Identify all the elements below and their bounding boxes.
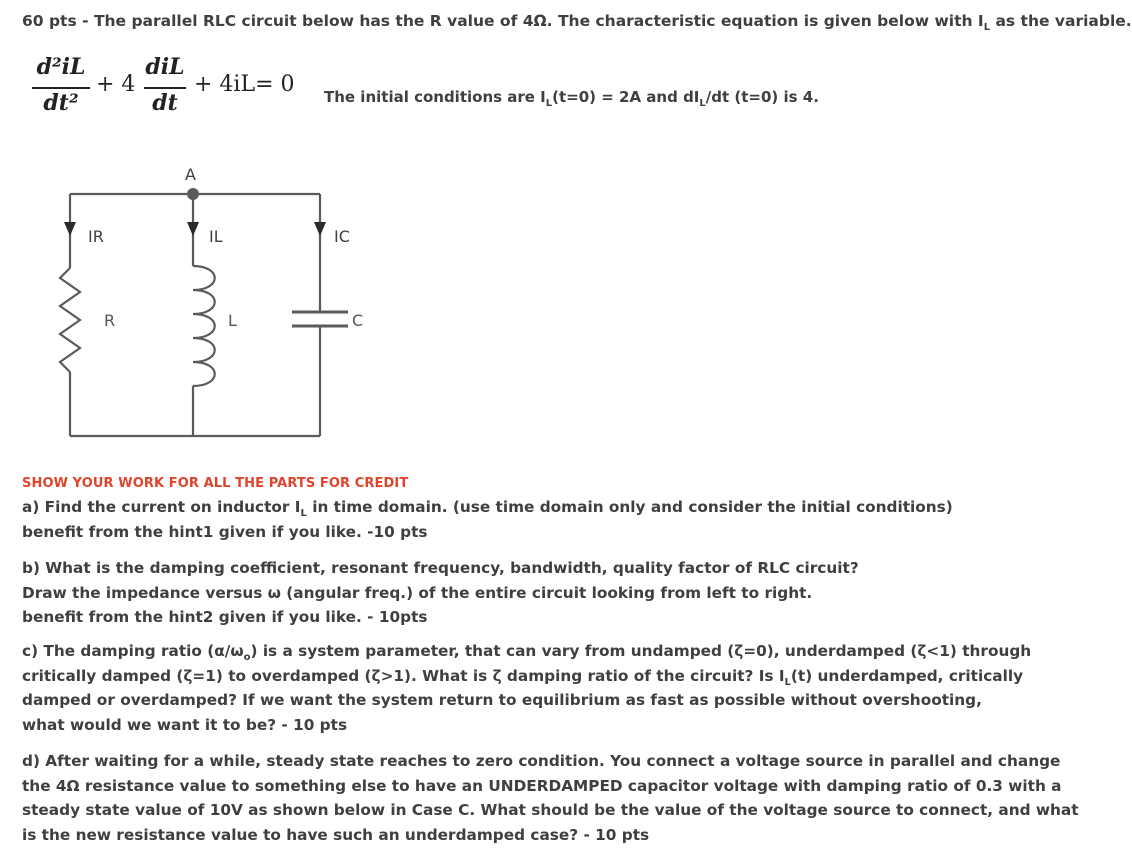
fraction-bar-2: [144, 87, 186, 89]
part-a: [22, 495, 1082, 544]
part-a-line-1: a) Find the current on inductor $I_L$ in time domain. (use time domain only and consider the initial conditions): [22, 498, 953, 520]
part-d: [22, 749, 1082, 847]
problem-title: The parallel RLC circuit below has the R value of 4Ω. The characteristic equation is given below with I: [93, 12, 984, 30]
part-b: [22, 556, 1082, 630]
ic-sub-1: L: [545, 98, 553, 109]
equation-denominator-1: dt²: [43, 90, 79, 116]
part-c-line-3: damped or overdamped? If we want the system return to equilibrium as fast as possible without overshooting,: [22, 691, 982, 710]
ic-text-2: (t=0) = 2A and dI: [552, 88, 700, 106]
equation-tail: + 4iL= 0: [194, 72, 295, 97]
fraction-bar-1: [32, 87, 90, 89]
problem-title-end: as the variable.: [990, 12, 1132, 30]
ic-text-1: The initial conditions are I: [324, 88, 546, 106]
show-work-notice: SHOW YOUR WORK FOR ALL THE PARTS FOR CREDIT: [22, 476, 409, 491]
part-c-line-4: what would we want it to be? - 10 pts: [22, 715, 348, 734]
current-label-l: IL: [209, 227, 223, 246]
current-arrow-r: [64, 222, 76, 236]
part-c-line-2: critically damped (ζ=1) to overdamped (ζ>1). What is ζ damping ratio of the circuit? Is $I_L(t)$ underdamped, critically: [22, 666, 1024, 688]
resistor-label: R: [104, 311, 116, 330]
inductor-label: L: [228, 311, 237, 330]
resistor-symbol: [60, 268, 80, 372]
equation-numerator-2: diL: [145, 54, 185, 80]
part-b-line-2: Draw the impedance versus ω (angular freq.) of the entire circuit looking from left to right.: [22, 583, 813, 602]
ic-sub-2: L: [699, 98, 706, 109]
ic-text-3: /dt (t=0) is 4.: [705, 88, 819, 106]
capacitor-label: C: [352, 311, 364, 330]
part-b-line-3: benefit from the hint2 given if you like. - 10pts: [22, 608, 428, 627]
part-c: [22, 639, 1082, 737]
part-d-line-4: is the new resistance value to have such an underdamped case? - 10 pts: [22, 825, 650, 844]
node-a-dot: [187, 188, 199, 200]
equation-denominator-2: dt: [152, 90, 178, 116]
part-b-line-1: b) What is the damping coefficient, resonant frequency, bandwidth, quality factor of RLC circuit?: [22, 559, 859, 577]
points-label: 60 pts -: [22, 12, 89, 30]
rlc-circuit-diagram: [0, 150, 420, 450]
characteristic-equation: [30, 54, 320, 142]
current-arrow-c: [314, 222, 326, 236]
problem-header: [22, 12, 1132, 33]
initial-conditions: [324, 88, 819, 109]
node-a-label: A: [185, 165, 196, 184]
equation-plus-4: + 4: [96, 72, 136, 97]
part-c-line-1: c) The damping ratio $(\alpha/\omega_o)$ is a system parameter, that can vary from undamped (ζ=0), underdamped (ζ<1) through: [22, 642, 1032, 664]
part-a-line-2: benefit from the hint1 given if you like. -10 pts: [22, 522, 428, 541]
current-label-r: IR: [88, 227, 104, 246]
part-d-line-1: d) After waiting for a while, steady state reaches to zero condition. You connect a voltage source in parallel and change: [22, 752, 1061, 770]
part-d-line-2: the 4Ω resistance value to something else to have an UNDERDAMPED capacitor voltage with damping ratio of 0.3 with a: [22, 776, 1062, 795]
inductor-coil: [193, 266, 215, 386]
title-subscript: L: [983, 22, 991, 33]
current-arrow-l: [187, 222, 199, 236]
part-d-line-3: steady state value of 10V as shown below in Case C. What should be the value of the voltage source to connect, and what: [22, 801, 1079, 820]
equation-numerator-1: d²iL: [36, 54, 86, 80]
current-label-c: IC: [334, 227, 350, 246]
